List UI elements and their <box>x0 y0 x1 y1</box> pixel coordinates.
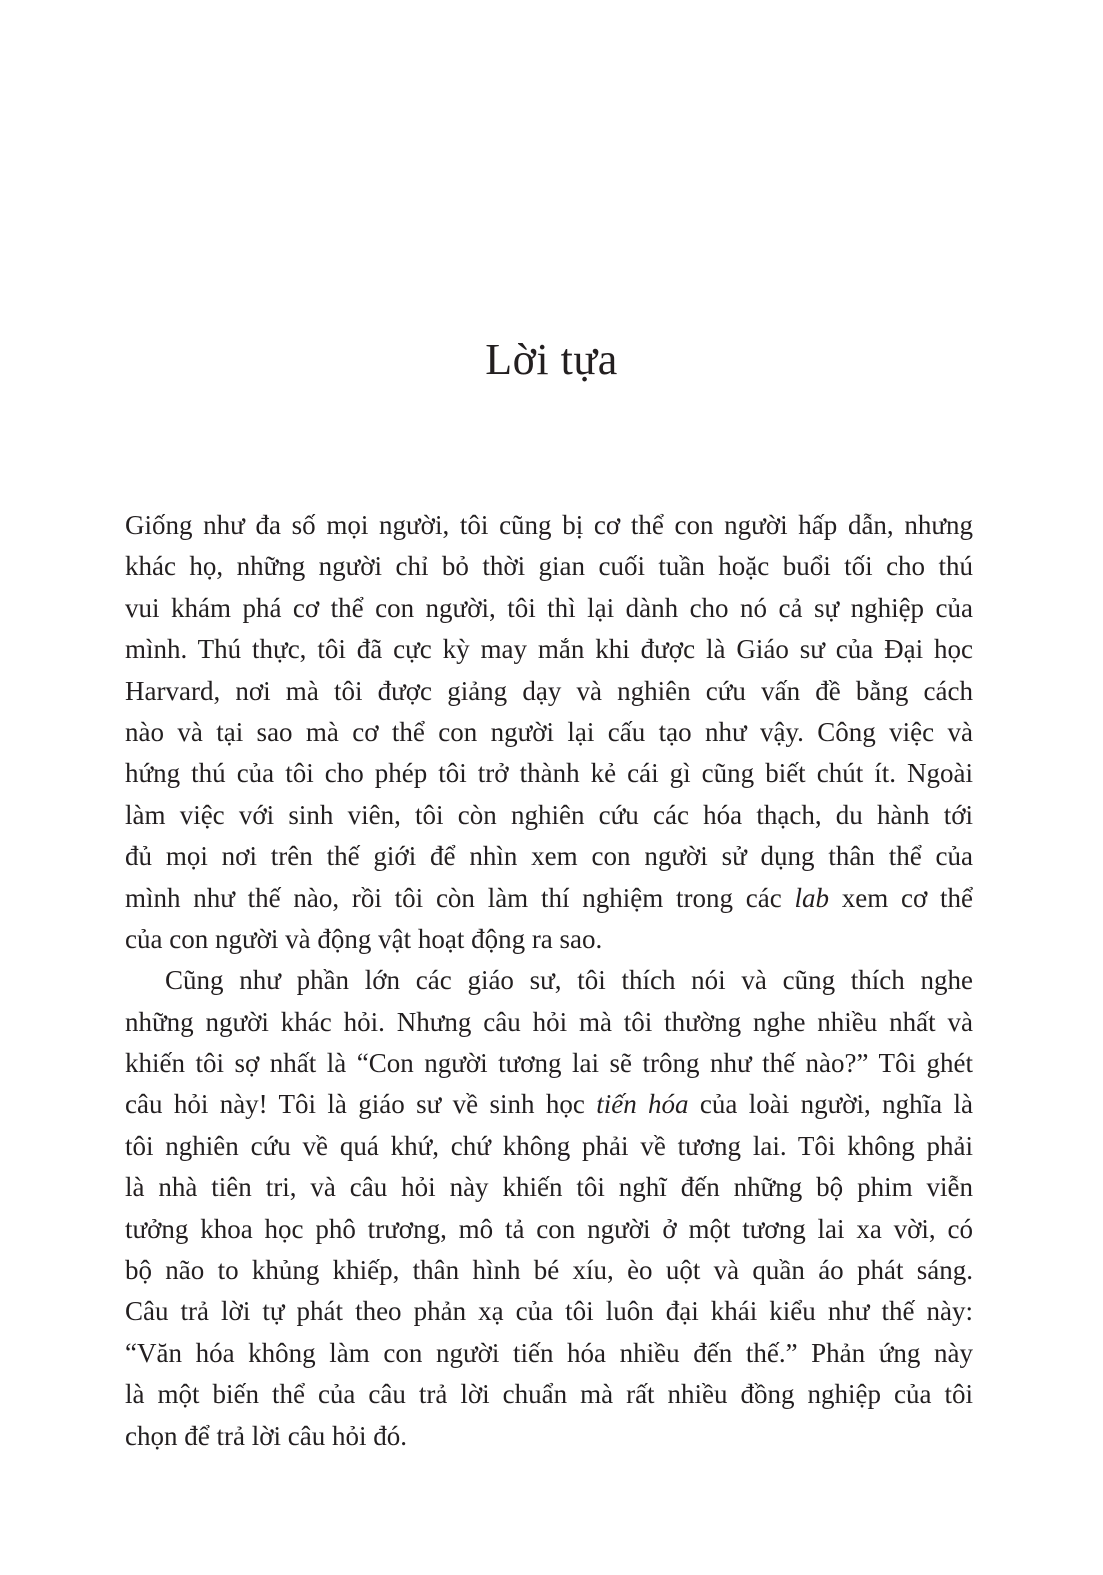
text-segment: đủ mọi nơi trên thế giới để nhìn xem con người sử dụng thân thể của <box>125 841 973 872</box>
text-line <box>125 1374 973 1415</box>
text-line <box>125 1291 973 1332</box>
text-line <box>125 546 973 587</box>
text-line <box>125 671 973 712</box>
paragraph <box>125 505 973 960</box>
text-segment: hứng thú của tôi cho phép tôi trở thành kẻ cái gì cũng biết chút ít. Ngoài <box>125 758 973 789</box>
paragraph <box>125 960 973 1457</box>
text-line <box>125 960 973 1001</box>
text-segment: của loài người, nghĩa là <box>688 1089 973 1120</box>
page-title: Lời tựa <box>485 335 618 384</box>
text-line <box>125 919 973 960</box>
text-segment: chọn để trả lời câu hỏi đó. <box>125 1420 407 1451</box>
text-line <box>125 1043 973 1084</box>
text-segment: của con người và động vật hoạt động ra sao. <box>125 923 603 954</box>
text-segment: khác họ, những người chỉ bỏ thời gian cuối tuần hoặc buổi tối cho thú <box>125 551 973 582</box>
text-segment: Câu trả lời tự phát theo phản xạ của tôi luôn đại khái kiểu như thế này: <box>125 1296 973 1327</box>
text-segment: Harvard, nơi mà tôi được giảng dạy và nghiên cứu vấn đề bằng cách <box>125 675 973 706</box>
text-line <box>125 753 973 794</box>
text-line <box>125 878 973 919</box>
text-segment: bộ não to khủng khiếp, thân hình bé xíu, èo uột và quần áo phát sáng. <box>125 1255 973 1286</box>
text-line <box>125 1209 973 1250</box>
text-line <box>125 795 973 836</box>
text-line <box>125 836 973 877</box>
text-line <box>125 505 973 546</box>
text-segment: câu hỏi này! Tôi là giáo sư về sinh học <box>125 1089 597 1120</box>
text-segment: nào và tại sao mà cơ thể con người lại cấu tạo như vậy. Công việc và <box>125 716 973 747</box>
text-line <box>125 1167 973 1208</box>
italic-term: lab <box>794 882 829 913</box>
text-segment: mình như thế nào, rồi tôi còn làm thí nghiệm trong các <box>125 882 795 913</box>
text-segment: những người khác hỏi. Nhưng câu hỏi mà tôi thường nghe nhiều nhất và <box>125 1006 973 1037</box>
text-segment: “Văn hóa không làm con người tiến hóa nhiều đến thế.” Phản ứng này <box>125 1337 973 1368</box>
text-segment: xem cơ thể <box>828 882 973 913</box>
italic-term: tiến hóa <box>596 1089 689 1120</box>
text-segment: vui khám phá cơ thể con người, tôi thì lại dành cho nó cả sự nghiệp của <box>125 592 973 623</box>
text-line <box>125 1084 973 1125</box>
text-segment: tưởng khoa học phô trương, mô tả con người ở một tương lai xa vời, có <box>125 1213 973 1244</box>
text-line <box>125 1126 973 1167</box>
text-segment: là nhà tiên tri, và câu hỏi này khiến tôi nghĩ đến những bộ phim viễn <box>125 1172 973 1203</box>
text-line <box>125 1333 973 1374</box>
text-segment: làm việc với sinh viên, tôi còn nghiên cứu các hóa thạch, du hành tới <box>125 799 973 830</box>
text-segment: Cũng như phần lớn các giáo sư, tôi thích nói và cũng thích nghe <box>165 965 973 996</box>
text-segment: khiến tôi sợ nhất là “Con người tương lai sẽ trông như thế nào?” Tôi ghét <box>125 1048 973 1079</box>
text-line <box>125 1416 973 1457</box>
text-segment: tôi nghiên cứu về quá khứ, chứ không phải về tương lai. Tôi không phải <box>125 1130 973 1161</box>
text-line <box>125 1250 973 1291</box>
text-line <box>125 629 973 670</box>
text-segment: Giống như đa số mọi người, tôi cũng bị cơ thể con người hấp dẫn, nhưng <box>125 510 973 540</box>
text-segment: là một biến thể của câu trả lời chuẩn mà rất nhiều đồng nghiệp của tôi <box>125 1379 973 1410</box>
text-segment: mình. Thú thực, tôi đã cực kỳ may mắn khi được là Giáo sư của Đại học <box>125 634 973 665</box>
text-line <box>125 588 973 629</box>
text-line <box>125 1002 973 1043</box>
body-text <box>125 505 973 1457</box>
text-line <box>125 712 973 753</box>
